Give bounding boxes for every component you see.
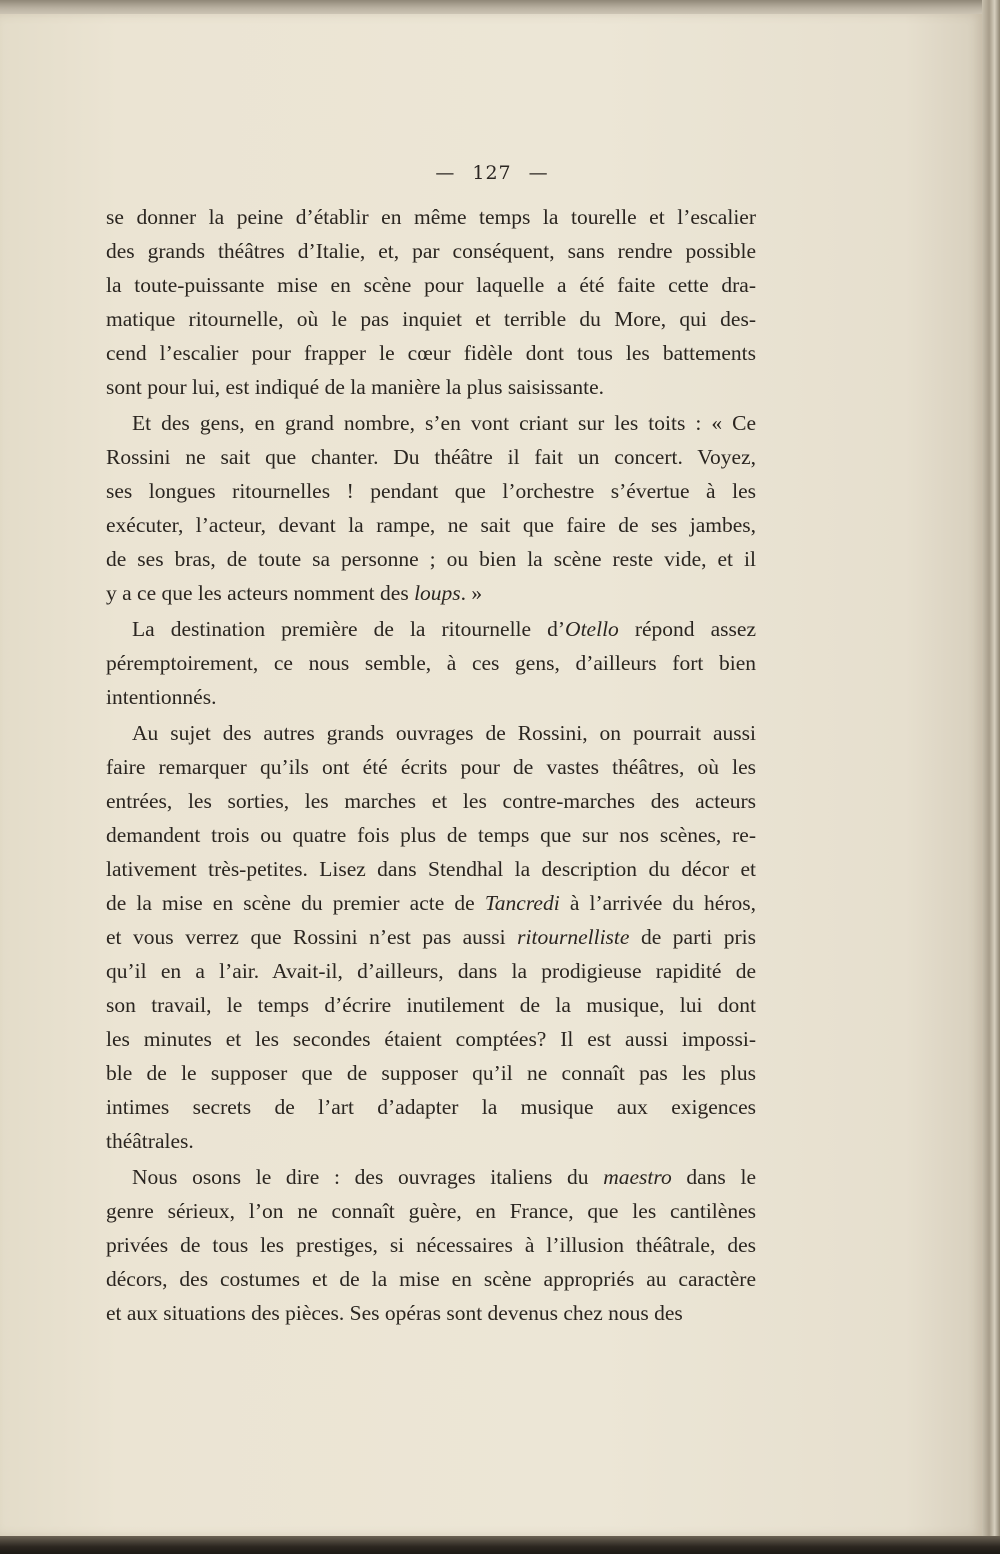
body-text: [106, 200, 756, 1330]
text-segment: cend l’escalier pour frapper le cœur fidèle dont tous les battements: [106, 341, 756, 365]
text-segment: faire remarquer qu’ils ont été écrits pour de vastes théâtres, où les: [106, 755, 756, 779]
text-segment: demandent trois ou quatre fois plus de temps que sur nos scènes, re-: [106, 823, 756, 847]
text-line: [106, 680, 756, 714]
text-segment: répond assez: [618, 617, 756, 641]
text-segment: péremptoirement, ce nous semble, à ces gens, d’ailleurs fort bien: [106, 651, 756, 675]
text-segment: privées de tous les prestiges, si nécessaires à l’illusion théâtrale, des: [106, 1233, 756, 1257]
text-segment: la toute-puissante mise en scène pour laquelle a été faite cette dra-: [106, 273, 756, 297]
text-line: [106, 818, 756, 852]
text-segment: entrées, les sorties, les marches et les contre-marches des acteurs: [106, 789, 756, 813]
text-line: [106, 406, 756, 440]
text-line: [106, 1090, 756, 1124]
header-dash-right: —: [528, 162, 549, 184]
text-line: [106, 1296, 756, 1330]
text-line: [106, 336, 756, 370]
text-segment: de parti pris: [629, 925, 756, 949]
text-segment: de ses bras, de toute sa personne ; ou bien la scène reste vide, et il: [106, 547, 756, 571]
italic-text: maestro: [603, 1165, 672, 1189]
paragraph-2: [106, 406, 756, 610]
text-line: [106, 716, 756, 750]
paragraph-1: [106, 200, 756, 404]
text-line: [106, 474, 756, 508]
text-line: [106, 784, 756, 818]
italic-text: loups: [414, 581, 461, 605]
paragraph-4: [106, 716, 756, 1158]
italic-text: Otello: [565, 617, 619, 641]
text-segment: dans le: [671, 1165, 756, 1189]
text-segment: y a ce que les acteurs nomment des: [106, 581, 415, 605]
text-segment: ble de le supposer que de supposer qu’il ne connaît pas les plus: [106, 1061, 756, 1085]
italic-text: Tancredi: [484, 891, 560, 915]
text-segment: qu’il en a l’air. Avait-il, d’ailleurs, dans la prodigieuse rapidité de: [106, 959, 756, 983]
text-line: [106, 1124, 756, 1158]
text-segment: matique ritournelle, où le pas inquiet et terrible du More, qui des-: [106, 307, 756, 331]
text-line: [106, 1194, 756, 1228]
text-line: [106, 370, 756, 404]
text-segment: Nous osons le dire : des ouvrages italiens du: [132, 1165, 604, 1189]
text-segment: La destination première de la ritournelle d’: [132, 617, 566, 641]
text-segment: les minutes et les secondes étaient comptées? Il est aussi impossi-: [106, 1027, 756, 1051]
text-line: [106, 1262, 756, 1296]
text-segment: Rossini ne sait que chanter. Du théâtre il fait un concert. Voyez,: [106, 445, 756, 469]
text-segment: genre sérieux, l’on ne connaît guère, en France, que les cantilènes: [106, 1199, 756, 1223]
text-line: [106, 1056, 756, 1090]
text-line: [106, 646, 756, 680]
text-line: [106, 988, 756, 1022]
text-line: [106, 542, 756, 576]
italic-text: ritournelliste: [517, 925, 630, 949]
text-segment: à l’arrivée du héros,: [559, 891, 756, 915]
text-segment: des grands théâtres d’Italie, et, par conséquent, sans rendre possible: [106, 239, 756, 263]
text-line: [106, 750, 756, 784]
text-line: [106, 852, 756, 886]
text-line: [106, 576, 756, 610]
text-segment: et aux situations des pièces. Ses opéras sont devenus chez nous des: [106, 1301, 683, 1325]
text-segment: Et des gens, en grand nombre, s’en vont criant sur les toits : « Ce: [132, 411, 756, 435]
text-segment: lativement très-petites. Lisez dans Stendhal la description du décor et: [106, 857, 756, 881]
text-segment: son travail, le temps d’écrire inutilement de la musique, lui dont: [106, 993, 756, 1017]
book-bottom-edge: [0, 1536, 1000, 1554]
text-line: [106, 508, 756, 542]
text-line: [106, 268, 756, 302]
text-line: [106, 886, 756, 920]
text-segment: de la mise en scène du premier acte de: [106, 891, 485, 915]
text-segment: intimes secrets de l’art d’adapter la musique aux exigences: [106, 1095, 756, 1119]
text-segment: sont pour lui, est indiqué de la manière la plus saisissante.: [106, 375, 604, 399]
page-number: 127: [472, 162, 512, 184]
text-segment: exécuter, l’acteur, devant la rampe, ne sait que faire de ses jambes,: [106, 513, 756, 537]
paragraph-3: [106, 612, 756, 714]
text-line: [106, 920, 756, 954]
text-segment: décors, des costumes et de la mise en scène appropriés au caractère: [106, 1267, 756, 1291]
text-line: [106, 1022, 756, 1056]
header-dash-left: —: [435, 162, 456, 184]
text-line: [106, 954, 756, 988]
text-line: [106, 612, 756, 646]
text-line: [106, 1228, 756, 1262]
text-line: [106, 234, 756, 268]
text-line: [106, 440, 756, 474]
text-segment: et vous verrez que Rossini n’est pas aussi: [106, 925, 518, 949]
text-segment: Au sujet des autres grands ouvrages de Rossini, on pourrait aussi: [132, 721, 756, 745]
text-segment: . »: [460, 581, 483, 605]
text-line: [106, 200, 756, 234]
page-sheet: [0, 14, 984, 1536]
text-line: [106, 302, 756, 336]
text-segment: intentionnés.: [106, 685, 217, 709]
page-header: [0, 162, 984, 184]
text-segment: théâtrales.: [106, 1129, 194, 1153]
text-segment: se donner la peine d’établir en même temps la tourelle et l’escalier: [106, 205, 756, 229]
paragraph-5: [106, 1160, 756, 1330]
text-segment: ses longues ritournelles ! pendant que l’orchestre s’évertue à les: [106, 479, 756, 503]
text-line: [106, 1160, 756, 1194]
book-fore-edge: [982, 0, 1000, 1554]
